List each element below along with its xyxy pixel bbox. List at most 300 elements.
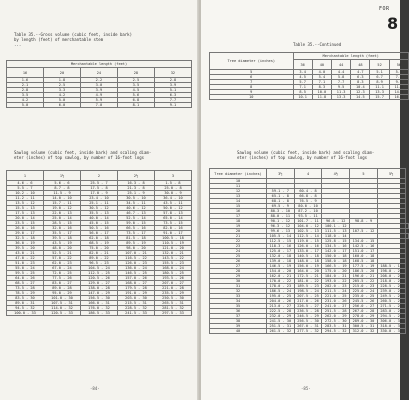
table-cell: 256.0 - 27 [350,304,378,309]
table-cell: 17.5 - 8 [81,186,118,191]
table-cell: 312.0 - 32 [350,329,378,334]
table-cell: 125.0 - 17 [266,249,294,254]
table-cell: 188.5 - 19 [377,264,405,269]
table-cell: 5.1 [370,70,389,75]
table-cell: 80.3 - 10 [266,209,294,214]
table-cell: 225.0 - 24 [350,289,378,294]
column-header: 2 [81,171,118,181]
table-cell: 4.2 [43,93,80,98]
table-cell: 59.0 - 15 [118,221,155,226]
table-cell: 5.5 - 7 [7,186,44,191]
table-cell: 202.0 - 23 [322,284,350,289]
table-cell: 235.0 - 25 [350,294,378,299]
table-cell: 11.5 - 9 [44,191,81,196]
table-cell: 25.0 - 14 [44,216,81,221]
right-page [201,0,404,400]
table-cell: 25.5 - 7 [81,181,118,186]
table-row [7,276,192,281]
table-cell: 89.5 - 19 [118,241,155,246]
table-cell: 57.0 - 22 [44,256,81,261]
table-cell: 256.5 - 30 [294,319,322,324]
table-cell: 9.5 [389,80,408,85]
table-cell: 30.5 - 10 [118,196,155,201]
column-header: 40 [312,60,331,70]
table-cell: 142.0 - 17 [322,249,350,254]
table-cell: 221.0 - 28 [155,286,192,291]
table-cell: 241.5 - 30 [266,319,294,324]
row-stub: 14 [210,199,267,204]
table-cell: 4.2 [7,98,44,103]
table-cell: 184.0 - 21 [322,274,350,279]
table-cell: 80.0 - 10 [294,204,322,209]
table-row [7,216,192,221]
table-cell: 91.0 - 17 [155,231,192,236]
table-cell: 5.6 [117,93,154,98]
table-cell: 207.5 - 25 [294,294,322,299]
table-cell: 43.5 - 11 [155,201,192,206]
table-cell: 178.0 - 23 [266,284,294,289]
table-cell: 306.0 - 30 [377,319,405,324]
column-header-row [7,68,192,78]
table-cell: 142.5 - 16 [350,244,378,249]
table-row [7,201,192,206]
table-cell: 75.0 - 20 [81,246,118,251]
table-cell: 3.5 [117,83,154,88]
table-cell: 96.8 - 12 [322,219,350,224]
table-cell: 68.5 - 27 [7,281,44,286]
stub-header: Tree diameter (inches) [210,169,267,179]
table-cell: 34.5 - 11 [118,201,155,206]
table-cell: 4.6 - 6 [7,181,44,186]
table-cell: 228.5 - 32 [118,306,155,311]
table-cell: 98.0 - 20 [118,246,155,251]
table-cell: 62.0 - 18 [81,236,118,241]
table-cell: 1.6 [7,78,44,83]
table-cell: 294.5 - 32 [322,329,350,334]
table-cell: 283.0 - 28 [377,309,405,314]
table-cell: 114.0 - 32 [44,306,81,311]
row-stub: 34 [210,299,267,304]
table-row [7,256,192,261]
table-cell: 148.0 - 18 [294,259,322,264]
table-cell: 20.0 - 14 [7,216,44,221]
table-cell: 89.0 - 31 [7,301,44,306]
table-row [7,251,192,256]
table-cell: 139.0 - 18 [266,259,294,264]
table-cell: 175.0 - 20 [322,269,350,274]
table-cell: 318.0 - 31 [377,324,405,329]
table-cell: 170.0 - 22 [266,279,294,284]
table-cell: 32.0 - 16 [44,226,81,231]
table-cell: 133.0 - 17 [294,249,322,254]
table-cell: 3.5 [7,93,44,98]
row-stub: 21 [210,234,267,239]
row-stub: 7 [210,80,294,85]
column-header: 24 [80,68,117,78]
table-cell: 104.5 - 24 [81,266,118,271]
row-stub: 35 [210,304,267,309]
left-page [0,0,199,400]
table-cell: 208.0 - 21 [377,274,405,279]
table-cell: 105.5 - 14 [266,234,294,239]
row-stub: 17 [210,214,267,219]
table-cell: 241.0 - 27 [322,304,350,309]
table-cell: 180.5 - 25 [155,271,192,276]
row-stub: 6 [210,75,294,80]
table-cell [405,224,408,229]
column-header: 1½ [44,171,81,181]
table-cell: 211.5 - 24 [322,289,350,294]
table-cell: 203.0 - 30 [118,296,155,301]
row-stub: 10 [210,95,294,100]
table-cell: 267.0 - 28 [350,309,378,314]
table-cell: 8.5 [293,90,312,95]
table-cell: 4.4 [332,70,351,75]
row-stub: 22 [210,239,267,244]
table-cell: 5.0 [43,98,80,103]
table-cell: 36.0 - 19 [7,241,44,246]
table-cell: 195.0 - 25 [266,294,294,299]
column-header: 3½ [266,169,294,179]
table-cell: 68.1 - 8 [266,199,294,204]
row-stub: 28 [210,269,267,274]
table-cell: 4.9 [80,93,117,98]
table-cell: 32.5 - 18 [7,236,44,241]
column-header: 52 [370,60,389,70]
table-cell: 96.5 - 23 [81,261,118,266]
table-cell: 36.4 - 10 [155,196,192,201]
table-cell: 125.8 - 15 [322,239,350,244]
table-row [7,221,192,226]
table-cell: 272.5 - 30 [322,319,350,324]
column-header: 5 [350,169,378,179]
row-stub: 32 [210,289,267,294]
table-cell: 25.1 - 11 [81,201,118,206]
left-top-table [6,60,192,108]
table-cell: 99.6 - 13 [266,229,294,234]
table-cell: 14.0 - 10 [44,196,81,201]
table-cell: 155.5 - 23 [155,261,192,266]
table-cell: 189.5 - 23 [294,284,322,289]
table-cell: 151.0 - 17 [350,249,378,254]
table-cell: 107.0 - 21 [118,251,155,256]
row-stub: 12 [210,189,267,194]
table-cell: 66.8 - 8 [294,194,322,199]
table-cell: 297.5 - 33 [155,311,192,316]
row-stub: 8 [210,85,294,90]
table-cell: 198.0 - 20 [377,269,405,274]
column-header: 16 [7,68,44,78]
table-cell: 107.5 - 12 [350,229,378,234]
table-cell: 112.5 - 25 [81,271,118,276]
table-cell: 265.5 - 31 [155,301,192,306]
table-cell: 82.0 - 21 [81,251,118,256]
table-cell: 73.5 - 28 [7,286,44,291]
table-cell: 73.5 - 17 [118,231,155,236]
table-cell: 228.5 - 23 [377,284,405,289]
table-cell: 251.5 - 28 [322,309,350,314]
table-cell: 107.5 - 31 [44,301,81,306]
table-cell: 157.0 - 26 [118,276,155,281]
table-cell: 83.5 - 30 [7,296,44,301]
table-row [7,206,192,211]
table-cell: 11.1 [370,85,389,90]
table-cell: 89.0 - 28 [44,286,81,291]
table-cell: 8.7 - 8 [44,186,81,191]
table-cell: 3.9 [80,88,117,93]
table-cell: 179.5 - 28 [118,286,155,291]
table-cell: 7.0 [80,103,117,108]
table-cell: 283.5 - 31 [322,324,350,329]
table-cell: 2.8 [7,88,44,93]
table-cell: 65.0 - 14 [155,216,192,221]
table-cell: 150.0 - 18 [322,254,350,259]
right-bottom-caption: Sawlog volume (cubic feet, inside bark) and scaling diam- eter (inches) of top sawlog, by number of 16-foot logs [237,150,375,160]
left-bottom-table [6,170,192,316]
table-cell: 126.0 - 16 [294,244,322,249]
table-cell: 181.0 - 22 [294,279,322,284]
table-cell: 5.9 [80,98,117,103]
left-top-caption: Table 35.--Gross volume (cubic feet, inside bark) by length (feet) of merchantable stem ... [14,32,133,47]
table-cell: 13.3 [370,90,389,95]
left-folio: -84- [90,386,100,391]
table-cell: 2.5 [117,78,154,83]
table-cell: 87.2 - 10 [294,209,322,214]
row-stub: 25 [210,254,267,259]
table-cell: 6.7 [370,75,389,80]
table-cell: 69.5 - 9 [266,204,294,209]
table-cell: 5.8 [332,75,351,80]
table-cell: 89.0 - 22 [81,256,118,261]
table-row [7,246,192,251]
right-top-table [209,52,409,100]
table-cell: 5.0 [7,103,44,108]
table-cell: 116.5 - 22 [118,256,155,261]
table-cell: 111.5 - 13 [322,229,350,234]
table-cell: 43.0 - 21 [7,251,44,256]
row-stub: 31 [210,284,267,289]
table-cell: 21.3 - 8 [118,186,155,191]
table-cell: 154.0 - 20 [266,269,294,274]
column-header: 32 [154,68,191,78]
table-cell: 88.0 - 11 [266,214,294,219]
table-cell: 14.3 [389,90,408,95]
row-stub: 20 [210,229,267,234]
row-stub: 16 [210,209,267,214]
table-cell: 3.3 [43,88,80,93]
table-cell: 262.0 - 29 [322,314,350,319]
table-cell: 8.1 [117,103,154,108]
row-stub: 13 [210,194,267,199]
table-cell: 143.5 - 22 [155,256,192,261]
page-number-large: 8 [387,14,399,33]
table-cell: 213.0 - 27 [266,304,294,309]
table-cell: 10.2 - 10 [7,191,44,196]
row-stub: 33 [210,294,267,299]
table-row [7,196,192,201]
table-cell: 67.0 - 24 [44,266,81,271]
table-cell: 73.5 - 15 [155,221,192,226]
table-cell: 267.0 - 31 [294,324,322,329]
table-cell: 11.8 [389,85,408,90]
table-cell: 95.0 - 29 [44,291,81,296]
table-cell: 168.5 - 18 [350,259,378,264]
table-cell: 249.5 - 25 [377,294,405,299]
table-cell: 101.0 - 30 [44,296,81,301]
left-bottom-caption: Sawlog volume (cubic feet, inside bark) and scaling diam- eter (inches) of top sawlog, by number of 16-foot logs [14,150,152,160]
running-header: FOR [379,6,390,12]
column-header-row [7,171,192,181]
column-header: 36 [293,60,312,70]
table-cell: 17.5 - 13 [7,211,44,216]
column-header: 44 [332,60,351,70]
table-row [7,266,192,271]
table-cell: 81.5 - 18 [118,236,155,241]
table-cell: 168.0 - 24 [155,266,192,271]
table-cell: 120.5 - 33 [44,311,81,316]
table-cell: 39.5 - 20 [7,246,44,251]
table-cell: 246.5 - 29 [294,314,322,319]
table-cell: 93.5 - 11 [294,214,322,219]
column-header-row [210,169,409,179]
table-cell: 146.5 - 25 [118,271,155,276]
table-cell: 15.7 [370,95,389,100]
table-cell: 166.0 - 31 [81,301,118,306]
table-cell: 198.5 - 24 [294,289,322,294]
table-cell: 56.0 - 17 [81,231,118,236]
table-cell: 59.1 - 7 [266,189,294,194]
table-row [7,286,192,291]
table-cell: 7.1 [293,85,312,90]
table-cell: 110.5 - 19 [155,241,192,246]
table-cell: 96.3 - 12 [266,224,294,229]
table-cell: 50.0 - 12 [155,206,192,211]
table-cell: 5.6 - 6 [44,181,81,186]
table-cell: 10.1 [293,95,312,100]
table-row [210,329,409,334]
table-cell: 204.0 - 26 [266,299,294,304]
table-cell: 14.5 [351,95,370,100]
table-cell: 121.0 - 20 [155,246,192,251]
table-cell: 132.0 - 18 [266,254,294,259]
table-cell: 50.5 - 16 [81,226,118,231]
table-cell: 30.5 - 12 [81,206,118,211]
table-cell: 140.5 - 18 [294,254,322,259]
table-cell: 120.5 - 26 [81,276,118,281]
table-cell: 6.3 [351,75,370,80]
table-cell: 215.0 - 23 [350,284,378,289]
table-cell: 226.5 - 27 [294,304,322,309]
table-cell: 15.5 - 13 [7,206,44,211]
table-row [7,226,192,231]
column-header: 3 [155,171,192,181]
group-header: Merchantable length (feet) [293,53,408,60]
table-cell [405,234,408,239]
row-stub: 10 [210,179,267,184]
table-cell: 11.3 [332,90,351,95]
row-stub: 18 [210,219,267,224]
table-cell: 9.5 [332,85,351,90]
table-cell: 166.5 - 19 [322,264,350,269]
table-cell: 98.8 - 9 [350,219,378,224]
stub-header: Tree diameter (inches) [210,53,294,70]
table-cell: 9.1 [154,103,191,108]
table-cell: 66.5 - 16 [118,226,155,231]
table-cell: 158.0 - 18 [322,259,350,264]
row-stub: 27 [210,264,267,269]
table-cell: 5.5 [389,70,408,75]
table-group-header-row [210,53,409,60]
table-cell: 168.0 - 27 [118,281,155,286]
row-stub: 19 [210,224,267,229]
table-cell: 3.4 [293,70,312,75]
table-cell: 25.0 - 8 [155,186,192,191]
table-cell: 146.5 - 19 [266,264,294,269]
table-cell: 72.0 - 25 [44,271,81,276]
table-cell: 11.2 - 11 [7,196,44,201]
table-cell: 231.0 - 26 [322,299,350,304]
table-cell: 218.0 - 22 [377,279,405,284]
table-cell: 205.5 - 22 [350,279,378,284]
row-stub: 39 [210,324,267,329]
table-cell: 330.0 - 32 [377,329,405,334]
table-group-header-row [7,61,192,68]
table-cell: 5.7 [293,80,312,85]
table-cell: 7.7 [154,98,191,103]
table-cell: 196.0 - 21 [350,274,378,279]
table-cell: 104.0 - 12 [294,224,322,229]
table-cell: 134.0 - 15 [350,239,378,244]
table-cell: 22.0 - 13 [44,211,81,216]
table-cell: 23.5 - 15 [7,221,44,226]
table-cell: 76.5 - 9 [294,199,322,204]
table-cell: 12.3 [351,90,370,95]
table-cell: 278.0 - 29 [350,314,378,319]
row-stub: 11 [210,184,267,189]
row-stub: 30 [210,279,267,284]
table-row [7,236,192,241]
table-cell: 77.5 - 26 [44,276,81,281]
table-cell: 281.5 - 32 [155,306,192,311]
table-cell: 156.0 - 19 [294,264,322,269]
row-stub: 38 [210,319,267,324]
table-cell: 118.0 - 14 [322,234,350,239]
table-cell: 4.5 [293,75,312,80]
row-stub: 5 [210,70,294,75]
table-cell: 25.1 - 9 [118,191,155,196]
table-cell: 40.6 - 12 [118,206,155,211]
table-cell: 2.1 [7,83,44,88]
table-cell: 17.0 - 9 [81,191,118,196]
table-cell: 260.5 - 26 [377,299,405,304]
table-cell: 19.0 - 12 [44,206,81,211]
table-cell: 8.9 [370,80,389,85]
table-cell: 277.5 - 32 [294,329,322,334]
table-cell: 23.4 - 10 [81,196,118,201]
table-cell: 215.5 - 31 [118,301,155,306]
table-cell: 57.8 - 13 [155,211,192,216]
table-cell: 261.5 - 32 [266,329,294,334]
table-row [7,306,192,311]
table-row [7,311,192,316]
table-cell: 13.3 [332,95,351,100]
column-header: 4½ [322,169,350,179]
table-cell: 47.0 - 22 [7,256,44,261]
table-cell: 245.5 - 26 [350,299,378,304]
table-cell: 1.5 - 8 [155,181,192,186]
table-cell: 51.0 - 23 [7,261,44,266]
table-cell: 5.4 [312,75,331,80]
